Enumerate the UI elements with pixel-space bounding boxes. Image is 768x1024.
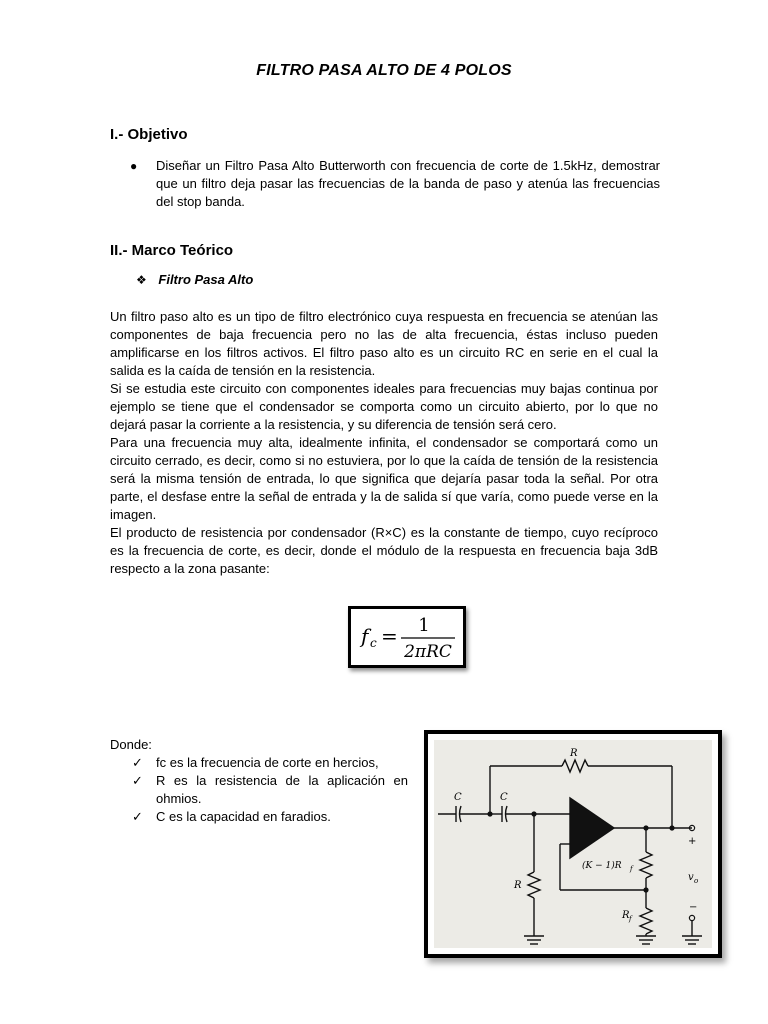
diamond-bullet-icon: ❖	[136, 273, 147, 287]
circuit-image	[434, 740, 712, 948]
subheading-filtro-pasa-alto	[136, 272, 253, 287]
objetivo-text: Diseñar un Filtro Pasa Alto Butterworth con frecuencia de corte de 1.5kHz, demostrar que un filtro deja pasar las frecuencias de la banda de paso y atenúa las frecuencias del stop banda.	[156, 158, 660, 209]
subheading-label: Filtro Pasa Alto	[158, 272, 254, 287]
label-r-ground: R	[514, 880, 522, 891]
circuit-diagram	[424, 730, 722, 958]
formula-denominator: 2πRC	[404, 642, 452, 662]
list-item	[132, 808, 408, 826]
formula-equals: =	[381, 624, 398, 648]
section-heading-marco: II.- Marco Teórico	[110, 242, 234, 259]
paragraph: Un filtro paso alto es un tipo de filtro electrónico cuya respuesta en frecuencia se atenúan las componentes de baja frecuencia pero no las de alta frecuencia, éstas incluso pueden amplificarse en los filtros activos. El filtro paso alto es un circuito RC en serie en el cual la salida es la caída de tensión en la resistencia.	[110, 309, 658, 378]
paragraph: Para una frecuencia muy alta, idealmente infinita, el condensador se comportará como un circuito cerrado, es decir, como si no estuviera, por lo que la caída de tensión de la resistencia será la misma tensión de entrada, lo que significa que dejaría pasar toda la señal. Por otra parte, el desfase entre la señal de entrada y la de salida sí que varía, como puede verse en la imagen.	[110, 435, 658, 522]
circuit-svg	[434, 740, 712, 948]
definition-text: fc es la frecuencia de corte en hercios,	[156, 755, 379, 770]
definition-text: R es la resistencia de la aplicación en ohmios.	[156, 773, 408, 806]
label-gain-resistor-sub: f	[630, 865, 633, 873]
label-gain-resistor: (K − 1)R	[582, 861, 622, 871]
label-out-plus: +	[688, 836, 697, 847]
label-rf: R	[622, 910, 630, 921]
label-r-top: R	[570, 748, 578, 759]
document-title: FILTRO PASA ALTO DE 4 POLOS	[256, 62, 512, 79]
definitions-list	[132, 754, 408, 826]
marco-body	[110, 308, 658, 578]
formula-lhs: f	[361, 624, 369, 648]
definition-text: C es la capacidad en faradios.	[156, 809, 331, 824]
bullet-dot-icon: ●	[130, 159, 138, 173]
label-out-minus: −	[689, 902, 698, 913]
formula-svg	[351, 609, 463, 665]
list-item	[132, 754, 408, 772]
paragraph: El producto de resistencia por condensador (R×C) es la constante de tiempo, cuyo recíproco es la frecuencia de corte, es decir, donde el módulo de la respuesta en frecuencia baja 3dB respecto a la zona pasante:	[110, 525, 658, 576]
label-vo: v	[688, 872, 694, 883]
label-c1: C	[454, 792, 462, 803]
list-item	[132, 772, 408, 808]
paragraph: Si se estudia este circuito con componentes ideales para frecuencias muy bajas continua por ejemplo se tiene que el condensador se comporta como un circuito abierto, por lo que no dejará pasar la corriente a la resistencia, y su diferencia de tensión será cero.	[110, 381, 658, 432]
label-vo-sub: o	[694, 877, 699, 885]
cutoff-formula	[348, 606, 466, 668]
label-rf-sub: f	[629, 915, 632, 923]
formula-numerator: 1	[418, 615, 430, 636]
donde-label: Donde:	[110, 737, 152, 752]
label-c2: C	[500, 792, 508, 803]
section-heading-objetivo: I.- Objetivo	[110, 126, 188, 143]
checkmark-icon: ✓	[132, 809, 143, 824]
formula-lhs-sub: c	[370, 636, 377, 650]
checkmark-icon: ✓	[132, 755, 143, 770]
checkmark-icon: ✓	[132, 773, 143, 788]
